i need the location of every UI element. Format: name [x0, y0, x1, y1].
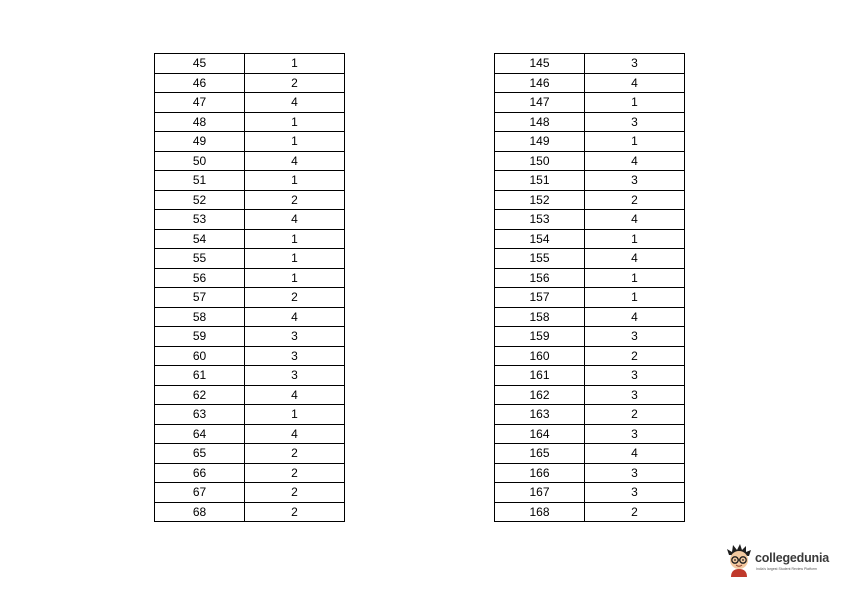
table-row — [155, 210, 345, 230]
answer-option: 1 — [245, 54, 345, 74]
answer-key-body-right — [495, 54, 685, 522]
table-row — [155, 229, 345, 249]
table-row — [495, 132, 685, 152]
collegedunia-logo[interactable] — [725, 543, 835, 577]
answer-option: 2 — [245, 463, 345, 483]
answer-option: 1 — [245, 229, 345, 249]
table-row — [495, 502, 685, 522]
table-row — [155, 463, 345, 483]
answer-option: 2 — [245, 288, 345, 308]
table-row — [155, 405, 345, 425]
table-row — [155, 483, 345, 503]
answer-option: 2 — [585, 346, 685, 366]
question-number: 167 — [495, 483, 585, 503]
answer-option: 4 — [245, 307, 345, 327]
table-row — [495, 405, 685, 425]
table-row — [495, 112, 685, 132]
answer-option: 1 — [585, 229, 685, 249]
answer-option: 4 — [245, 151, 345, 171]
answer-option: 2 — [585, 502, 685, 522]
question-number: 61 — [155, 366, 245, 386]
question-number: 166 — [495, 463, 585, 483]
table-row — [495, 463, 685, 483]
answer-key-body-left — [155, 54, 345, 522]
table-row — [155, 112, 345, 132]
table-row — [495, 229, 685, 249]
question-number: 57 — [155, 288, 245, 308]
question-number: 159 — [495, 327, 585, 347]
table-row — [155, 190, 345, 210]
answer-option: 4 — [585, 210, 685, 230]
table-row — [495, 151, 685, 171]
question-number: 164 — [495, 424, 585, 444]
table-row — [495, 288, 685, 308]
answer-option: 3 — [245, 327, 345, 347]
answer-option: 4 — [245, 93, 345, 113]
answer-option: 4 — [585, 307, 685, 327]
question-number: 62 — [155, 385, 245, 405]
table-row — [155, 268, 345, 288]
answer-option: 2 — [585, 190, 685, 210]
question-number: 163 — [495, 405, 585, 425]
table-row — [155, 444, 345, 464]
question-number: 53 — [155, 210, 245, 230]
answer-option: 4 — [585, 151, 685, 171]
table-row — [155, 151, 345, 171]
answer-key-table-right — [494, 53, 685, 522]
table-row — [155, 73, 345, 93]
answer-option: 3 — [585, 112, 685, 132]
question-number: 158 — [495, 307, 585, 327]
answer-option: 1 — [245, 249, 345, 269]
table-row — [155, 385, 345, 405]
answer-option: 2 — [245, 483, 345, 503]
question-number: 54 — [155, 229, 245, 249]
answer-option: 1 — [585, 132, 685, 152]
table-row — [155, 93, 345, 113]
answer-option: 2 — [585, 405, 685, 425]
question-number: 65 — [155, 444, 245, 464]
question-number: 157 — [495, 288, 585, 308]
table-row — [155, 424, 345, 444]
question-number: 151 — [495, 171, 585, 191]
question-number: 168 — [495, 502, 585, 522]
answer-option: 1 — [585, 288, 685, 308]
answer-option: 2 — [245, 73, 345, 93]
answer-option: 2 — [245, 502, 345, 522]
question-number: 47 — [155, 93, 245, 113]
answer-key-table-left — [154, 53, 345, 522]
answer-option: 3 — [585, 171, 685, 191]
table-row — [495, 93, 685, 113]
question-number: 147 — [495, 93, 585, 113]
question-number: 68 — [155, 502, 245, 522]
answer-option: 2 — [245, 190, 345, 210]
table-row — [155, 502, 345, 522]
question-number: 161 — [495, 366, 585, 386]
question-number: 165 — [495, 444, 585, 464]
question-number: 52 — [155, 190, 245, 210]
question-number: 160 — [495, 346, 585, 366]
table-row — [495, 385, 685, 405]
question-number: 50 — [155, 151, 245, 171]
question-number: 45 — [155, 54, 245, 74]
answer-option: 3 — [585, 424, 685, 444]
answer-option: 4 — [245, 385, 345, 405]
table-row — [495, 54, 685, 74]
answer-option: 1 — [245, 132, 345, 152]
question-number: 59 — [155, 327, 245, 347]
table-row — [495, 171, 685, 191]
table-row — [495, 268, 685, 288]
table-row — [495, 190, 685, 210]
answer-option: 3 — [585, 385, 685, 405]
question-number: 162 — [495, 385, 585, 405]
answer-option: 3 — [585, 327, 685, 347]
question-number: 150 — [495, 151, 585, 171]
question-number: 64 — [155, 424, 245, 444]
question-number: 66 — [155, 463, 245, 483]
question-number: 51 — [155, 171, 245, 191]
answer-option: 4 — [585, 249, 685, 269]
table-row — [495, 327, 685, 347]
question-number: 154 — [495, 229, 585, 249]
answer-option: 4 — [245, 424, 345, 444]
answer-option: 1 — [245, 405, 345, 425]
answer-option: 1 — [245, 112, 345, 132]
table-row — [495, 210, 685, 230]
question-number: 46 — [155, 73, 245, 93]
table-row — [155, 132, 345, 152]
table-row — [495, 483, 685, 503]
answer-option: 3 — [585, 54, 685, 74]
table-row — [155, 249, 345, 269]
answer-option: 4 — [245, 210, 345, 230]
answer-option: 3 — [585, 463, 685, 483]
answer-option: 3 — [585, 366, 685, 386]
answer-option: 3 — [245, 346, 345, 366]
question-number: 148 — [495, 112, 585, 132]
table-row — [495, 73, 685, 93]
answer-option: 4 — [585, 73, 685, 93]
answer-option: 1 — [245, 171, 345, 191]
mascot-icon — [725, 543, 753, 577]
answer-option: 1 — [245, 268, 345, 288]
question-number: 55 — [155, 249, 245, 269]
question-number: 63 — [155, 405, 245, 425]
question-number: 156 — [495, 268, 585, 288]
table-row — [495, 346, 685, 366]
table-row — [495, 366, 685, 386]
table-row — [495, 307, 685, 327]
question-number: 48 — [155, 112, 245, 132]
table-row — [495, 424, 685, 444]
answer-option: 1 — [585, 268, 685, 288]
table-row — [155, 171, 345, 191]
table-row — [495, 444, 685, 464]
answer-option: 1 — [585, 93, 685, 113]
question-number: 152 — [495, 190, 585, 210]
answer-option: 3 — [585, 483, 685, 503]
question-number: 49 — [155, 132, 245, 152]
question-number: 149 — [495, 132, 585, 152]
table-row — [155, 346, 345, 366]
logo-wordmark: collegedunia — [755, 551, 830, 565]
question-number: 145 — [495, 54, 585, 74]
table-row — [155, 327, 345, 347]
logo-tagline: India's largest Student Review Platform — [756, 567, 817, 571]
question-number: 56 — [155, 268, 245, 288]
question-number: 58 — [155, 307, 245, 327]
table-row — [155, 288, 345, 308]
answer-option: 2 — [245, 444, 345, 464]
table-row — [495, 249, 685, 269]
question-number: 146 — [495, 73, 585, 93]
table-row — [155, 54, 345, 74]
question-number: 153 — [495, 210, 585, 230]
question-number: 67 — [155, 483, 245, 503]
question-number: 155 — [495, 249, 585, 269]
table-row — [155, 307, 345, 327]
table-row — [155, 366, 345, 386]
question-number: 60 — [155, 346, 245, 366]
answer-option: 3 — [245, 366, 345, 386]
answer-option: 4 — [585, 444, 685, 464]
